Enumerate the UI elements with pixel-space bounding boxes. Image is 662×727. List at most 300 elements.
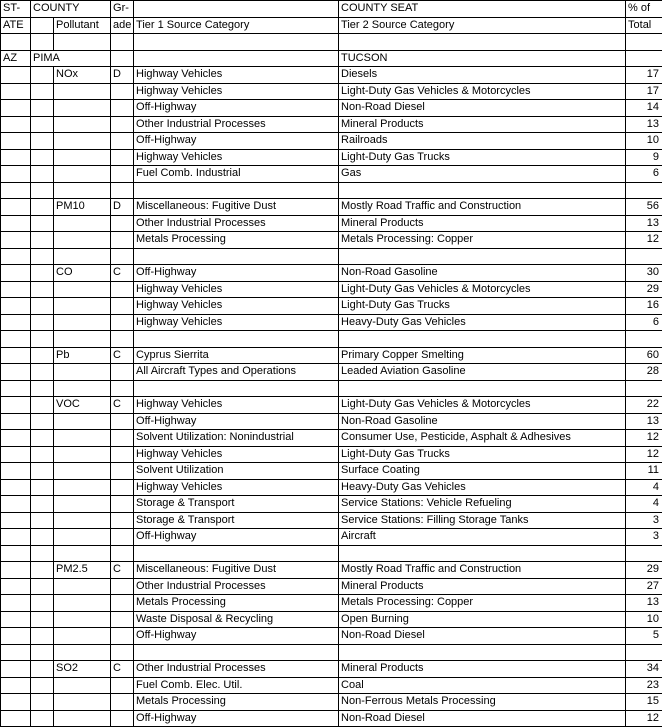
empty-cell bbox=[31, 182, 54, 199]
county-code-cell bbox=[31, 595, 54, 612]
pct-cell: 6 bbox=[626, 166, 662, 183]
state-cell bbox=[1, 694, 31, 711]
tier1-cell: Highway Vehicles bbox=[134, 314, 339, 331]
tier1-cell: Off-Highway bbox=[134, 413, 339, 430]
tier2-cell: Consumer Use, Pesticide, Asphalt & Adhesives bbox=[339, 430, 626, 447]
state-cell bbox=[1, 446, 31, 463]
data-row bbox=[1, 83, 662, 100]
state-cell bbox=[1, 149, 31, 166]
pollutant-cell bbox=[54, 677, 111, 694]
data-row bbox=[1, 446, 662, 463]
empty-cell bbox=[134, 644, 339, 661]
grade-cell bbox=[111, 83, 134, 100]
pollutant-cell: SO2 bbox=[54, 661, 111, 678]
pollutant-cell bbox=[54, 496, 111, 513]
grade-cell bbox=[111, 215, 134, 232]
tier1-header-top bbox=[134, 1, 339, 18]
tier1-cell: Highway Vehicles bbox=[134, 446, 339, 463]
data-row bbox=[1, 578, 662, 595]
tier1-cell: Highway Vehicles bbox=[134, 298, 339, 315]
county-code-cell bbox=[31, 430, 54, 447]
county-code-cell bbox=[31, 463, 54, 480]
empty-cell bbox=[54, 248, 111, 265]
grade-cell: D bbox=[111, 199, 134, 216]
tier1-cell: Fuel Comb. Industrial bbox=[134, 166, 339, 183]
empty-cell bbox=[111, 644, 134, 661]
tier1-cell: Off-Highway bbox=[134, 265, 339, 282]
county-code-cell bbox=[31, 166, 54, 183]
data-row bbox=[1, 215, 662, 232]
empty-cell bbox=[134, 50, 339, 67]
pollutant-cell bbox=[54, 116, 111, 133]
state-cell bbox=[1, 298, 31, 315]
tier2-cell: Mineral Products bbox=[339, 215, 626, 232]
county-code-cell bbox=[31, 232, 54, 249]
grade-cell bbox=[111, 413, 134, 430]
grade-cell bbox=[111, 298, 134, 315]
pollutant-cell bbox=[54, 281, 111, 298]
pct-cell: 3 bbox=[626, 529, 662, 546]
empty-cell bbox=[339, 182, 626, 199]
state-cell bbox=[1, 529, 31, 546]
tier1-cell: Other Industrial Processes bbox=[134, 116, 339, 133]
grade-cell: C bbox=[111, 265, 134, 282]
grade-cell bbox=[111, 529, 134, 546]
state-cell bbox=[1, 578, 31, 595]
pollutant-header: Pollutant bbox=[54, 17, 111, 34]
state-cell bbox=[1, 100, 31, 117]
pct-cell: 34 bbox=[626, 661, 662, 678]
county-seat-cell: TUCSON bbox=[339, 50, 626, 67]
empty-cell bbox=[339, 380, 626, 397]
state-cell bbox=[1, 67, 31, 84]
tier2-cell: Service Stations: Filling Storage Tanks bbox=[339, 512, 626, 529]
empty-cell bbox=[1, 380, 31, 397]
tier1-cell: Metals Processing bbox=[134, 694, 339, 711]
county-code-cell bbox=[31, 710, 54, 727]
tier2-cell: Non-Road Diesel bbox=[339, 628, 626, 645]
tier2-cell: Mineral Products bbox=[339, 116, 626, 133]
empty-cell bbox=[134, 331, 339, 348]
pollutant-cell: Pb bbox=[54, 347, 111, 364]
tier1-cell: Highway Vehicles bbox=[134, 281, 339, 298]
state-cell bbox=[1, 562, 31, 579]
tier1-cell: Metals Processing bbox=[134, 595, 339, 612]
pollutant-cell: NOx bbox=[54, 67, 111, 84]
header-row-2 bbox=[1, 17, 662, 34]
empty-cell bbox=[31, 644, 54, 661]
county-code-cell bbox=[31, 628, 54, 645]
state-cell bbox=[1, 397, 31, 414]
pollutant-cell bbox=[54, 298, 111, 315]
data-row bbox=[1, 529, 662, 546]
pollutant-cell bbox=[54, 166, 111, 183]
empty-cell bbox=[626, 380, 662, 397]
data-row bbox=[1, 199, 662, 216]
tier1-cell: Off-Highway bbox=[134, 529, 339, 546]
state-cell bbox=[1, 463, 31, 480]
empty-cell bbox=[134, 248, 339, 265]
data-row bbox=[1, 628, 662, 645]
data-row bbox=[1, 281, 662, 298]
empty-cell bbox=[339, 545, 626, 562]
tier1-cell: Highway Vehicles bbox=[134, 149, 339, 166]
state-cell bbox=[1, 496, 31, 513]
pct-cell: 4 bbox=[626, 479, 662, 496]
county-code-cell bbox=[31, 199, 54, 216]
grade-cell bbox=[111, 512, 134, 529]
grade-cell bbox=[111, 166, 134, 183]
county-code-cell bbox=[31, 578, 54, 595]
pct-cell: 15 bbox=[626, 694, 662, 711]
pct-header-top: % of bbox=[626, 1, 662, 18]
county-code-cell bbox=[31, 677, 54, 694]
tier2-cell: Light-Duty Gas Vehicles & Motorcycles bbox=[339, 397, 626, 414]
location-row bbox=[1, 50, 662, 67]
county-code-cell bbox=[31, 215, 54, 232]
empty-cell bbox=[626, 34, 662, 51]
data-row bbox=[1, 463, 662, 480]
grade-cell bbox=[111, 694, 134, 711]
empty-cell bbox=[339, 34, 626, 51]
county-code-cell bbox=[31, 562, 54, 579]
tier1-cell: Miscellaneous: Fugitive Dust bbox=[134, 562, 339, 579]
tier1-header: Tier 1 Source Category bbox=[134, 17, 339, 34]
county-code-cell bbox=[31, 116, 54, 133]
empty-cell bbox=[1, 644, 31, 661]
pct-cell: 12 bbox=[626, 232, 662, 249]
grade-cell bbox=[111, 281, 134, 298]
pct-cell: 29 bbox=[626, 562, 662, 579]
state-cell bbox=[1, 232, 31, 249]
empty-cell bbox=[626, 182, 662, 199]
pct-cell: 23 bbox=[626, 677, 662, 694]
pollutant-cell bbox=[54, 710, 111, 727]
data-row bbox=[1, 100, 662, 117]
tier1-cell: Highway Vehicles bbox=[134, 397, 339, 414]
pollutant-cell: PM2.5 bbox=[54, 562, 111, 579]
empty-cell bbox=[134, 182, 339, 199]
empty-cell bbox=[54, 331, 111, 348]
data-row bbox=[1, 67, 662, 84]
state-cell bbox=[1, 512, 31, 529]
county-cell: PIMA bbox=[31, 50, 111, 67]
separator-row bbox=[1, 380, 662, 397]
pct-cell: 13 bbox=[626, 595, 662, 612]
pct-cell: 13 bbox=[626, 116, 662, 133]
grade-header-top: Gr- bbox=[111, 1, 134, 18]
grade-cell bbox=[111, 430, 134, 447]
pct-cell: 30 bbox=[626, 265, 662, 282]
grade-cell bbox=[111, 133, 134, 150]
tier2-cell: Leaded Aviation Gasoline bbox=[339, 364, 626, 381]
state-cell bbox=[1, 661, 31, 678]
tier2-cell: Coal bbox=[339, 677, 626, 694]
tier2-cell: Non-Road Gasoline bbox=[339, 413, 626, 430]
tier2-cell: Gas bbox=[339, 166, 626, 183]
tier2-header: Tier 2 Source Category bbox=[339, 17, 626, 34]
tier2-cell: Open Burning bbox=[339, 611, 626, 628]
tier1-cell: Off-Highway bbox=[134, 710, 339, 727]
pct-cell: 28 bbox=[626, 364, 662, 381]
pct-cell: 13 bbox=[626, 215, 662, 232]
separator-row bbox=[1, 545, 662, 562]
grade-cell bbox=[111, 628, 134, 645]
pct-cell: 29 bbox=[626, 281, 662, 298]
county-code-header bbox=[31, 17, 54, 34]
separator-row bbox=[1, 644, 662, 661]
grade-cell bbox=[111, 611, 134, 628]
state-cell bbox=[1, 314, 31, 331]
data-row bbox=[1, 611, 662, 628]
empty-cell bbox=[111, 248, 134, 265]
empty-cell bbox=[31, 380, 54, 397]
tier2-cell: Metals Processing: Copper bbox=[339, 595, 626, 612]
grade-cell bbox=[111, 314, 134, 331]
grade-cell bbox=[111, 100, 134, 117]
county-code-cell bbox=[31, 479, 54, 496]
pollutant-cell bbox=[54, 232, 111, 249]
pct-cell: 17 bbox=[626, 67, 662, 84]
county-code-cell bbox=[31, 397, 54, 414]
state-cell bbox=[1, 116, 31, 133]
pct-cell: 14 bbox=[626, 100, 662, 117]
grade-cell bbox=[111, 463, 134, 480]
tier1-cell: Cyprus Sierrita bbox=[134, 347, 339, 364]
county-code-cell bbox=[31, 364, 54, 381]
empty-cell bbox=[1, 545, 31, 562]
data-row bbox=[1, 232, 662, 249]
pct-cell: 22 bbox=[626, 397, 662, 414]
tier1-cell: Miscellaneous: Fugitive Dust bbox=[134, 199, 339, 216]
tier1-cell: Highway Vehicles bbox=[134, 479, 339, 496]
county-code-cell bbox=[31, 149, 54, 166]
county-code-cell bbox=[31, 512, 54, 529]
grade-cell bbox=[111, 710, 134, 727]
pct-cell: 16 bbox=[626, 298, 662, 315]
state-header-top: ST- bbox=[1, 1, 31, 18]
data-row bbox=[1, 595, 662, 612]
pollutant-cell bbox=[54, 149, 111, 166]
tier2-cell: Mineral Products bbox=[339, 578, 626, 595]
tier1-cell: Solvent Utilization bbox=[134, 463, 339, 480]
data-row bbox=[1, 496, 662, 513]
empty-cell bbox=[31, 545, 54, 562]
data-row bbox=[1, 512, 662, 529]
county-code-cell bbox=[31, 611, 54, 628]
tier1-cell: Off-Highway bbox=[134, 133, 339, 150]
empty-cell bbox=[339, 248, 626, 265]
empty-cell bbox=[54, 545, 111, 562]
empty-cell bbox=[31, 34, 54, 51]
tier1-cell: Highway Vehicles bbox=[134, 67, 339, 84]
grade-cell bbox=[111, 446, 134, 463]
state-cell bbox=[1, 628, 31, 645]
tier1-cell: All Aircraft Types and Operations bbox=[134, 364, 339, 381]
grade-cell: D bbox=[111, 67, 134, 84]
grade-cell bbox=[111, 116, 134, 133]
data-row bbox=[1, 694, 662, 711]
state-cell bbox=[1, 611, 31, 628]
state-cell bbox=[1, 133, 31, 150]
pollutant-cell bbox=[54, 446, 111, 463]
tier2-cell: Light-Duty Gas Trucks bbox=[339, 298, 626, 315]
pct-header-bottom: Total bbox=[626, 17, 662, 34]
empty-cell bbox=[1, 331, 31, 348]
header-row-1 bbox=[1, 1, 662, 18]
pollutant-cell: VOC bbox=[54, 397, 111, 414]
data-row bbox=[1, 364, 662, 381]
empty-cell bbox=[339, 644, 626, 661]
empty-cell bbox=[134, 34, 339, 51]
data-row bbox=[1, 166, 662, 183]
empty-cell bbox=[54, 34, 111, 51]
empty-cell bbox=[111, 380, 134, 397]
pollutant-cell bbox=[54, 133, 111, 150]
tier2-cell: Heavy-Duty Gas Vehicles bbox=[339, 314, 626, 331]
data-row bbox=[1, 710, 662, 727]
tier2-cell: Non-Ferrous Metals Processing bbox=[339, 694, 626, 711]
pollutant-cell bbox=[54, 314, 111, 331]
data-row bbox=[1, 133, 662, 150]
tier2-cell: Heavy-Duty Gas Vehicles bbox=[339, 479, 626, 496]
tier2-cell: Aircraft bbox=[339, 529, 626, 546]
empty-cell bbox=[626, 331, 662, 348]
separator-row bbox=[1, 248, 662, 265]
tier2-cell: Light-Duty Gas Trucks bbox=[339, 446, 626, 463]
county-code-cell bbox=[31, 100, 54, 117]
empty-cell bbox=[111, 50, 134, 67]
empty-cell bbox=[626, 545, 662, 562]
report-body bbox=[1, 67, 662, 727]
county-code-cell bbox=[31, 265, 54, 282]
data-row bbox=[1, 430, 662, 447]
separator-row bbox=[1, 182, 662, 199]
empty-cell bbox=[626, 50, 662, 67]
pollutant-cell bbox=[54, 463, 111, 480]
state-cell bbox=[1, 364, 31, 381]
state-cell bbox=[1, 710, 31, 727]
separator-row bbox=[1, 331, 662, 348]
tier2-cell: Light-Duty Gas Vehicles & Motorcycles bbox=[339, 83, 626, 100]
empty-cell bbox=[54, 644, 111, 661]
tier2-cell: Light-Duty Gas Trucks bbox=[339, 149, 626, 166]
data-row bbox=[1, 413, 662, 430]
report-header bbox=[1, 1, 662, 67]
data-row bbox=[1, 562, 662, 579]
tier1-cell: Other Industrial Processes bbox=[134, 215, 339, 232]
pollutant-cell bbox=[54, 628, 111, 645]
pollutant-cell bbox=[54, 83, 111, 100]
grade-cell: C bbox=[111, 397, 134, 414]
grade-cell bbox=[111, 677, 134, 694]
pct-cell: 27 bbox=[626, 578, 662, 595]
grade-cell bbox=[111, 578, 134, 595]
county-code-cell bbox=[31, 413, 54, 430]
grade-header-bottom: ade bbox=[111, 17, 134, 34]
tier2-cell: Railroads bbox=[339, 133, 626, 150]
county-code-cell bbox=[31, 83, 54, 100]
county-code-cell bbox=[31, 529, 54, 546]
pct-cell: 9 bbox=[626, 149, 662, 166]
county-header: COUNTY bbox=[31, 1, 111, 18]
empty-cell bbox=[339, 331, 626, 348]
pollutant-cell bbox=[54, 512, 111, 529]
empty-cell bbox=[111, 182, 134, 199]
tier2-cell: Non-Road Diesel bbox=[339, 710, 626, 727]
pct-cell: 17 bbox=[626, 83, 662, 100]
pollutant-cell bbox=[54, 529, 111, 546]
county-code-cell bbox=[31, 694, 54, 711]
county-code-cell bbox=[31, 67, 54, 84]
state-cell bbox=[1, 347, 31, 364]
state-cell bbox=[1, 83, 31, 100]
pct-cell: 5 bbox=[626, 628, 662, 645]
tier1-cell: Fuel Comb. Elec. Util. bbox=[134, 677, 339, 694]
pollutant-cell bbox=[54, 611, 111, 628]
county-code-cell bbox=[31, 446, 54, 463]
tier2-cell: Non-Road Diesel bbox=[339, 100, 626, 117]
tier1-cell: Other Industrial Processes bbox=[134, 661, 339, 678]
data-row bbox=[1, 347, 662, 364]
grade-cell: C bbox=[111, 562, 134, 579]
state-cell bbox=[1, 281, 31, 298]
grade-cell: C bbox=[111, 661, 134, 678]
pollutant-cell: PM10 bbox=[54, 199, 111, 216]
empty-cell bbox=[31, 248, 54, 265]
pollutant-cell bbox=[54, 578, 111, 595]
county-code-cell bbox=[31, 133, 54, 150]
grade-cell bbox=[111, 496, 134, 513]
empty-cell bbox=[54, 182, 111, 199]
tier2-cell: Mostly Road Traffic and Construction bbox=[339, 199, 626, 216]
tier2-cell: Surface Coating bbox=[339, 463, 626, 480]
data-row bbox=[1, 298, 662, 315]
pct-cell: 6 bbox=[626, 314, 662, 331]
data-row bbox=[1, 314, 662, 331]
county-code-cell bbox=[31, 661, 54, 678]
county-code-cell bbox=[31, 298, 54, 315]
pct-cell: 10 bbox=[626, 611, 662, 628]
pct-cell: 60 bbox=[626, 347, 662, 364]
data-row bbox=[1, 116, 662, 133]
pollutant-cell bbox=[54, 364, 111, 381]
grade-cell bbox=[111, 364, 134, 381]
tier2-cell: Service Stations: Vehicle Refueling bbox=[339, 496, 626, 513]
pct-cell: 12 bbox=[626, 430, 662, 447]
county-code-cell bbox=[31, 314, 54, 331]
pct-cell: 12 bbox=[626, 446, 662, 463]
state-cell bbox=[1, 265, 31, 282]
data-row bbox=[1, 265, 662, 282]
empty-cell bbox=[626, 644, 662, 661]
empty-cell bbox=[134, 545, 339, 562]
pollutant-cell: CO bbox=[54, 265, 111, 282]
empty-cell bbox=[111, 545, 134, 562]
tier1-cell: Other Industrial Processes bbox=[134, 578, 339, 595]
tier1-cell: Waste Disposal & Recycling bbox=[134, 611, 339, 628]
data-row bbox=[1, 661, 662, 678]
state-cell bbox=[1, 413, 31, 430]
pct-cell: 4 bbox=[626, 496, 662, 513]
county-code-cell bbox=[31, 281, 54, 298]
empty-cell bbox=[111, 34, 134, 51]
state-cell: AZ bbox=[1, 50, 31, 67]
tier2-cell: Mineral Products bbox=[339, 661, 626, 678]
county-seat-header: COUNTY SEAT bbox=[339, 1, 626, 18]
pct-cell: 13 bbox=[626, 413, 662, 430]
pollutant-cell bbox=[54, 479, 111, 496]
